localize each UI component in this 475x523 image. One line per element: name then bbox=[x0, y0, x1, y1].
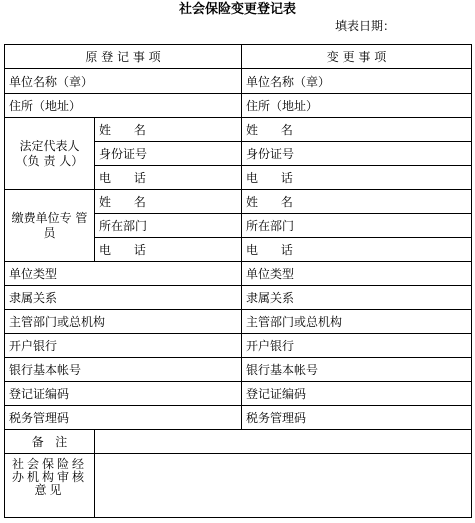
change-address[interactable]: 住所（地址） bbox=[242, 94, 472, 118]
change-bank-account[interactable]: 银行基本帐号 bbox=[242, 358, 472, 382]
orig-legal-rep-phone[interactable]: 电 话 bbox=[95, 166, 242, 190]
review-label: 社会保险经办机构审核意见 bbox=[5, 454, 95, 518]
orig-reg-cert-no[interactable]: 登记证编码 bbox=[5, 382, 242, 406]
change-unit-type[interactable]: 单位类型 bbox=[242, 262, 472, 286]
change-supervisor[interactable]: 主管部门或总机构 bbox=[242, 310, 472, 334]
legal-rep-label: 法定代表人（负 责 人） bbox=[5, 118, 95, 190]
change-reg-cert-no[interactable]: 登记证编码 bbox=[242, 382, 472, 406]
orig-unit-type[interactable]: 单位类型 bbox=[5, 262, 242, 286]
remarks-label: 备 注 bbox=[5, 430, 95, 454]
change-legal-rep-phone[interactable]: 电 话 bbox=[242, 166, 472, 190]
change-contact-phone[interactable]: 电 话 bbox=[242, 238, 472, 262]
orig-legal-rep-name[interactable]: 姓 名 bbox=[95, 118, 242, 142]
contact-label: 缴费单位专 管 员 bbox=[5, 190, 95, 262]
orig-legal-rep-id[interactable]: 身份证号 bbox=[95, 142, 242, 166]
orig-supervisor[interactable]: 主管部门或总机构 bbox=[5, 310, 242, 334]
change-legal-rep-id[interactable]: 身份证号 bbox=[242, 142, 472, 166]
change-affiliation[interactable]: 隶属关系 bbox=[242, 286, 472, 310]
orig-bank[interactable]: 开户银行 bbox=[5, 334, 242, 358]
change-registration-form bbox=[4, 44, 472, 518]
change-contact-name[interactable]: 姓 名 bbox=[242, 190, 472, 214]
orig-contact-department[interactable]: 所在部门 bbox=[95, 214, 242, 238]
change-legal-rep-name[interactable]: 姓 名 bbox=[242, 118, 472, 142]
header-change: 变 更 事 项 bbox=[242, 45, 472, 69]
form-title: 社会保险变更登记表 bbox=[178, 2, 296, 17]
change-bank[interactable]: 开户银行 bbox=[242, 334, 472, 358]
orig-unit-name[interactable]: 单位名称（章） bbox=[5, 69, 242, 94]
review-field[interactable] bbox=[95, 454, 472, 518]
orig-contact-name[interactable]: 姓 名 bbox=[95, 190, 242, 214]
remarks-field[interactable] bbox=[95, 430, 472, 454]
fill-date-label: 填表日期： bbox=[335, 19, 396, 33]
orig-bank-account[interactable]: 银行基本帐号 bbox=[5, 358, 242, 382]
change-contact-department[interactable]: 所在部门 bbox=[242, 214, 472, 238]
orig-affiliation[interactable]: 隶属关系 bbox=[5, 286, 242, 310]
orig-tax-no[interactable]: 税务管理码 bbox=[5, 406, 242, 430]
orig-address[interactable]: 住所（地址） bbox=[5, 94, 242, 118]
header-original: 原 登 记 事 项 bbox=[5, 45, 242, 69]
orig-contact-phone[interactable]: 电 话 bbox=[95, 238, 242, 262]
change-unit-name[interactable]: 单位名称（章） bbox=[242, 69, 472, 94]
change-tax-no[interactable]: 税务管理码 bbox=[242, 406, 472, 430]
